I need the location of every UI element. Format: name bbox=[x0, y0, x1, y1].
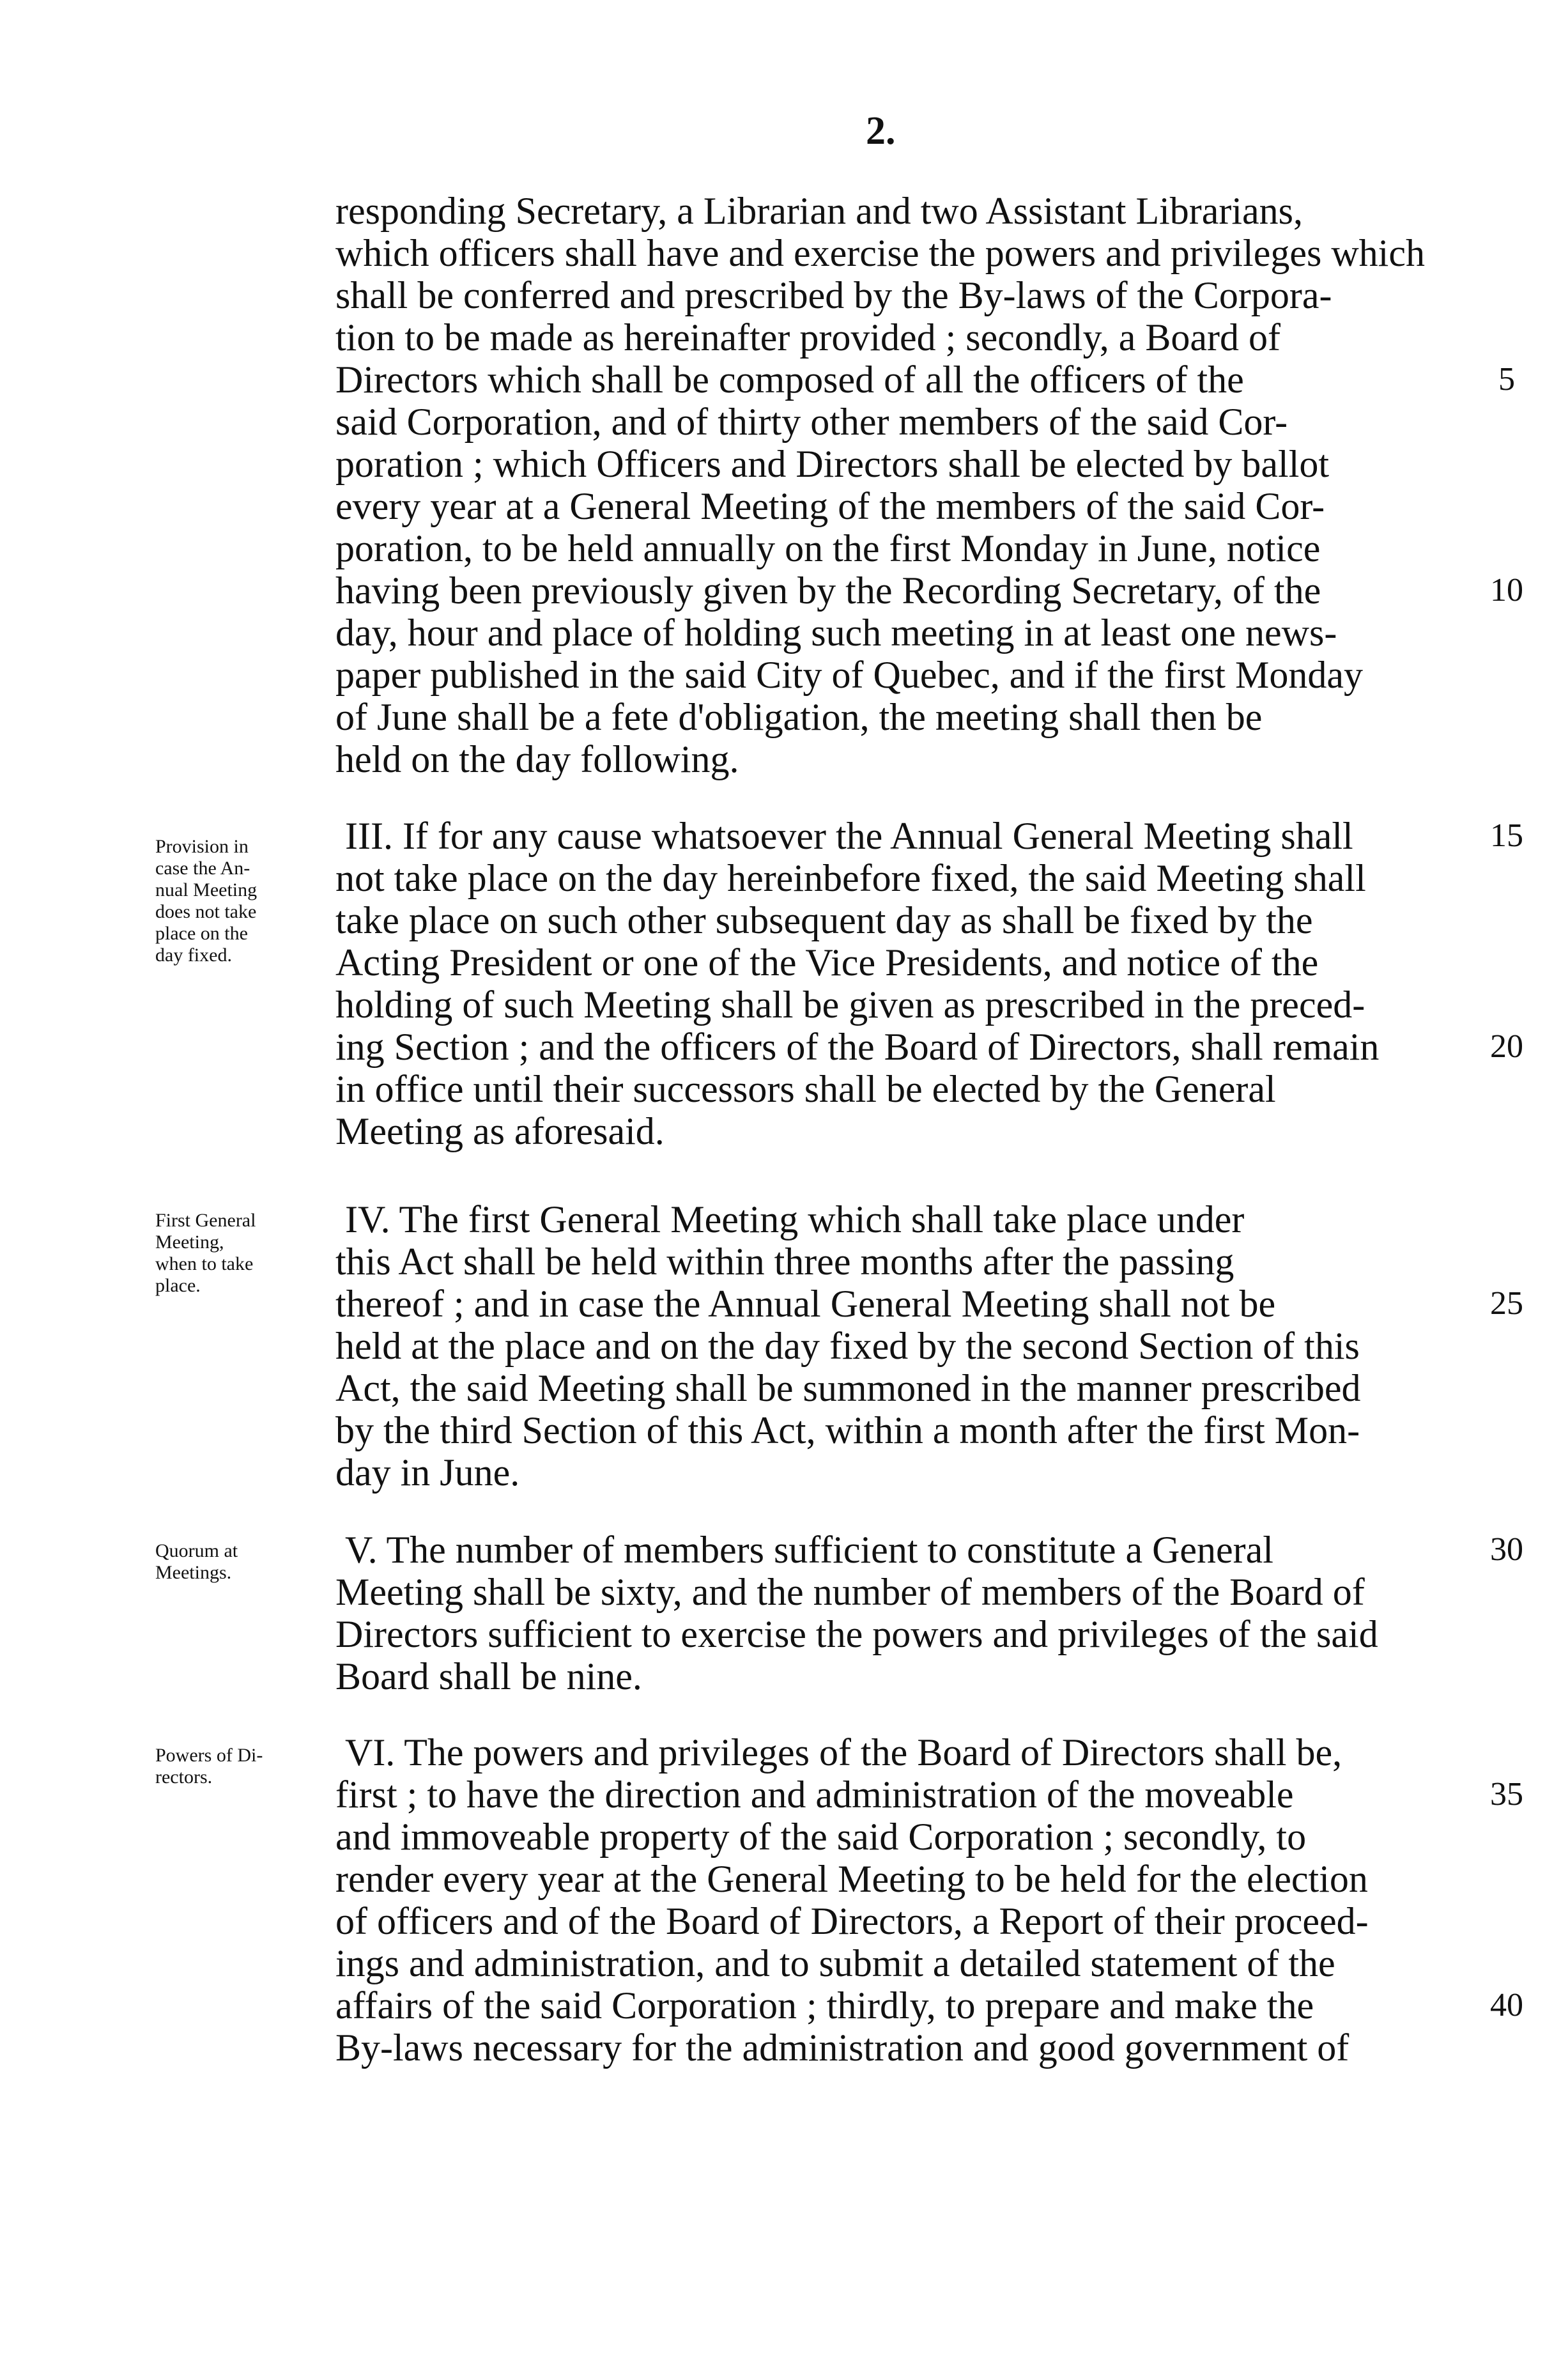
text-line: this Act shall be held within three months after the passing bbox=[335, 1240, 1234, 1283]
margin-note-line: place on the bbox=[155, 923, 248, 944]
text-line: of June shall be a fete d'obligation, the meeting shall then be bbox=[335, 696, 1263, 738]
margin-note-line: Powers of Di- bbox=[155, 1745, 263, 1766]
text-line: every year at a General Meeting of the members of the said Cor- bbox=[335, 485, 1325, 527]
line-number: 20 bbox=[1490, 1028, 1523, 1065]
text-line: holding of such Meeting shall be given as prescribed in the preced- bbox=[335, 984, 1365, 1026]
text-line: by the third Section of this Act, within a month after the first Mon- bbox=[335, 1409, 1360, 1451]
text-line: Board shall be nine. bbox=[335, 1655, 642, 1697]
text-line: thereof ; and in case the Annual General Meeting shall not be bbox=[335, 1283, 1276, 1325]
text-line: said Corporation, and of thirty other members of the said Cor- bbox=[335, 401, 1288, 443]
text-line: having been previously given by the Recording Secretary, of the bbox=[335, 569, 1321, 612]
text-line: III. If for any cause whatsoever the Annual General Meeting shall bbox=[345, 815, 1353, 857]
margin-note-line: Meeting, bbox=[155, 1232, 224, 1253]
page-number: 2. bbox=[866, 109, 896, 153]
text-line: day, hour and place of holding such meeting in at least one news- bbox=[335, 612, 1337, 654]
text-line: not take place on the day hereinbefore fixed, the said Meeting shall bbox=[335, 857, 1366, 899]
text-line: first ; to have the direction and administration of the moveable bbox=[335, 1773, 1294, 1816]
margin-note-line: Meetings. bbox=[155, 1562, 232, 1583]
text-line: which officers shall have and exercise the powers and privileges which bbox=[335, 232, 1425, 274]
text-line: Meeting shall be sixty, and the number of members of the Board of bbox=[335, 1571, 1365, 1613]
text-line: IV. The first General Meeting which shall take place under bbox=[345, 1198, 1245, 1240]
text-line: tion to be made as hereinafter provided ; secondly, a Board of bbox=[335, 316, 1280, 359]
line-number: 15 bbox=[1490, 817, 1523, 854]
text-line: Acting President or one of the Vice Presidents, and notice of the bbox=[335, 941, 1319, 984]
text-line: paper published in the said City of Quebec, and if the first Monday bbox=[335, 654, 1363, 696]
margin-note-line: does not take bbox=[155, 901, 257, 922]
text-line: in office until their successors shall be elected by the General bbox=[335, 1068, 1276, 1110]
text-line: held at the place and on the day fixed by the second Section of this bbox=[335, 1325, 1360, 1367]
text-line: VI. The powers and privileges of the Board of Directors shall be, bbox=[345, 1731, 1342, 1773]
line-number: 40 bbox=[1490, 1987, 1523, 2023]
text-line: of officers and of the Board of Directors, a Report of their proceed- bbox=[335, 1900, 1369, 1942]
text-line: poration ; which Officers and Directors shall be elected by ballot bbox=[335, 443, 1330, 485]
margin-note-section-6 bbox=[155, 1745, 263, 1788]
line-number: 35 bbox=[1490, 1776, 1523, 1812]
text-line: By-laws necessary for the administration and good government of bbox=[335, 2027, 1350, 2069]
margin-note-section-5 bbox=[155, 1540, 238, 1584]
text-line: held on the day following. bbox=[335, 738, 739, 780]
margin-note-line: First General bbox=[155, 1210, 256, 1231]
line-number: 10 bbox=[1490, 572, 1523, 608]
text-line: Directors which shall be composed of all the officers of the bbox=[335, 359, 1244, 401]
text-line: and immoveable property of the said Corporation ; secondly, to bbox=[335, 1816, 1307, 1858]
margin-note-line: nual Meeting bbox=[155, 879, 258, 900]
text-line: ing Section ; and the officers of the Board of Directors, shall remain bbox=[335, 1026, 1380, 1068]
margin-note-line: Provision in bbox=[155, 836, 249, 857]
margin-note-section-3 bbox=[155, 836, 257, 966]
margin-note-line: rectors. bbox=[155, 1766, 213, 1788]
line-number: 25 bbox=[1490, 1285, 1523, 1322]
text-line: shall be conferred and prescribed by the By-laws of the Corpora- bbox=[335, 274, 1332, 316]
margin-note-line: when to take bbox=[155, 1253, 254, 1274]
text-line: responding Secretary, a Librarian and two Assistant Librarians, bbox=[335, 190, 1303, 232]
margin-note-line: case the An- bbox=[155, 858, 250, 879]
text-line: ings and administration, and to submit a detailed statement of the bbox=[335, 1942, 1335, 1984]
margin-note-section-4 bbox=[155, 1210, 256, 1297]
text-line: take place on such other subsequent day as shall be fixed by the bbox=[335, 899, 1313, 941]
line-number: 30 bbox=[1490, 1531, 1523, 1568]
text-line: Meeting as aforesaid. bbox=[335, 1110, 665, 1152]
line-number: 5 bbox=[1498, 361, 1515, 398]
text-line: Directors sufficient to exercise the powers and privileges of the said bbox=[335, 1613, 1378, 1655]
text-line: render every year at the General Meeting to be held for the election bbox=[335, 1858, 1368, 1900]
text-line: Act, the said Meeting shall be summoned in the manner prescribed bbox=[335, 1367, 1361, 1409]
text-line: V. The number of members sufficient to constitute a General bbox=[345, 1529, 1273, 1571]
text-line: day in June. bbox=[335, 1451, 520, 1494]
text-line: affairs of the said Corporation ; thirdly, to prepare and make the bbox=[335, 1984, 1314, 2027]
margin-note-line: place. bbox=[155, 1275, 201, 1296]
margin-note-line: day fixed. bbox=[155, 945, 232, 966]
text-line: poration, to be held annually on the first Monday in June, notice bbox=[335, 527, 1321, 569]
margin-note-line: Quorum at bbox=[155, 1540, 238, 1561]
